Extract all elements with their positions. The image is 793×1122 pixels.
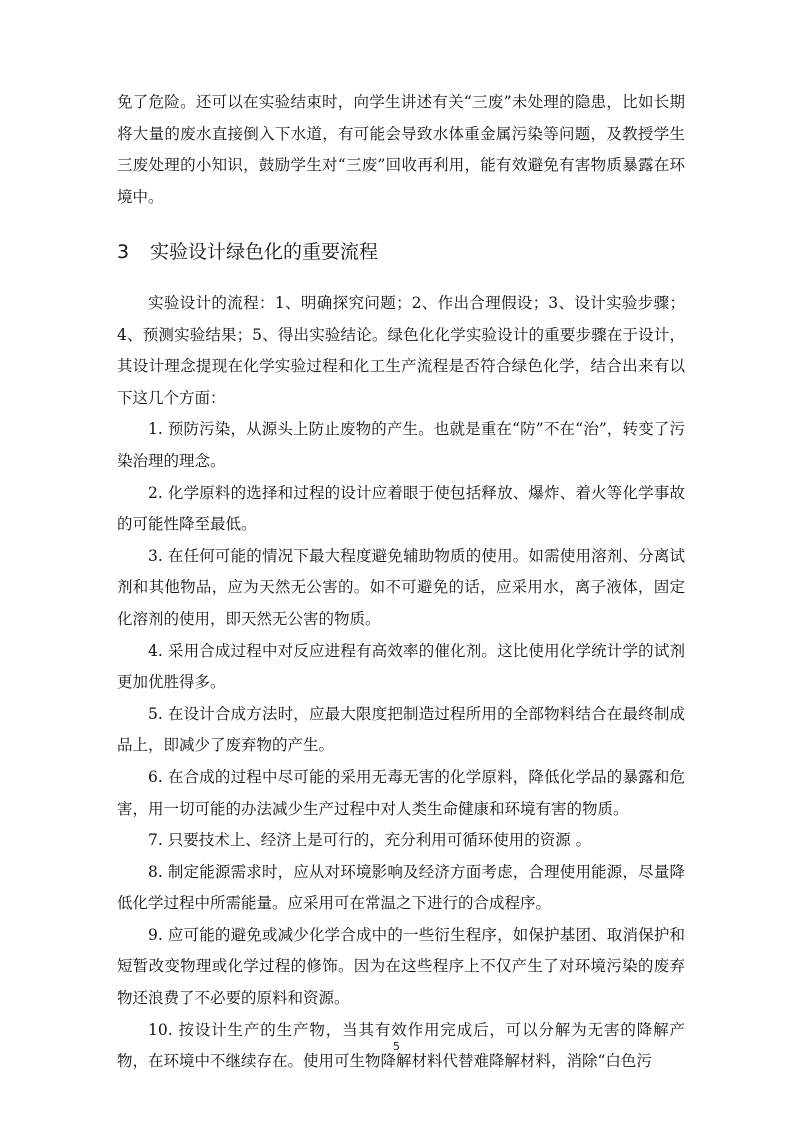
list-item: 10. 按设计生产的生产物，当其有效作用完成后，可以分解为无害的降解产物，在环境中不继续存在。使用可生物降解材料代替难降解材料，消除“白色污 <box>117 1020 685 1071</box>
section-number: 3 <box>117 241 130 263</box>
section-body <box>117 288 685 1078</box>
section-heading <box>117 237 685 267</box>
list-item: 4. 采用合成过程中对反应进程有高效率的催化剂。这比使用化学统计学的试剂更加优胜得多。 <box>117 641 685 692</box>
intro-paragraph: 免了危险。还可以在实验结束时，向学生讲述有关“三废”未处理的隐患，比如长期将大量的废水直接倒入下水道，有可能会导致水体重金属污染等问题，及教授学生三废处理的小知识，鼓励学生对“三废”回收再利用，能有效避免有害物质暴露在环境中。 <box>117 93 685 206</box>
list-item: 1. 预防污染，从源头上防止废物的产生。也就是重在“防”不在“治”，转变了污染治理的理念。 <box>117 420 685 470</box>
list-item: 6. 在合成的过程中尽可能的采用无毒无害的化学原料，降低化学品的暴露和危害，用一切可能的办法减少生产过程中对人类生命健康和环境有害的物质。 <box>117 767 685 818</box>
list-item: 2. 化学原料的选择和过程的设计应着眼于使包括释放、爆炸、着火等化学事故的可能性降至最低。 <box>117 483 685 534</box>
list-item: 5. 在设计合成方法时，应最大限度把制造过程所用的全部物料结合在最终制成品上，即减少了废弃物的产生。 <box>117 704 685 755</box>
list-item: 9. 应可能的避免或减少化学合成中的一些衍生程序，如保护基团、取消保护和短暂改变物理或化学过程的修饰。因为在这些程序上不仅产生了对环境污染的废弃物还浪费了不必要的原料和资源。 <box>117 925 685 1008</box>
list-item: 3. 在任何可能的情况下最大程度避免辅助物质的使用。如需使用溶剂、分离试剂和其他物品，应为天然无公害的。如不可避免的话，应采用水，离子液体，固定化溶剂的使用，即天然无公害的物质。 <box>117 546 685 628</box>
intro-paragraph-block <box>117 87 685 213</box>
lead-paragraph: 实验设计的流程：1、明确探究问题；2、作出合理假设；3、设计实验步骤；4、预测实验结果；5、得出实验结论。绿色化化学实验设计的重要步骤在于设计，其设计理念提现在化学实验过程和化工生产流程是否符合绿色化学，结合出来有以下这几个方面： <box>117 294 685 407</box>
list-item: 8. 制定能源需求时，应从对环境影响及经济方面考虑，合理使用能源，尽量降低化学过程中所需能量。应采用可在常温之下进行的合成程序。 <box>117 862 685 913</box>
section-title: 实验设计绿色化的重要流程 <box>150 241 379 263</box>
list-item: 7. 只要技术上、经济上是可行的，充分利用可循环使用的资源 。 <box>148 831 592 850</box>
page-number: 5 <box>393 1040 400 1053</box>
